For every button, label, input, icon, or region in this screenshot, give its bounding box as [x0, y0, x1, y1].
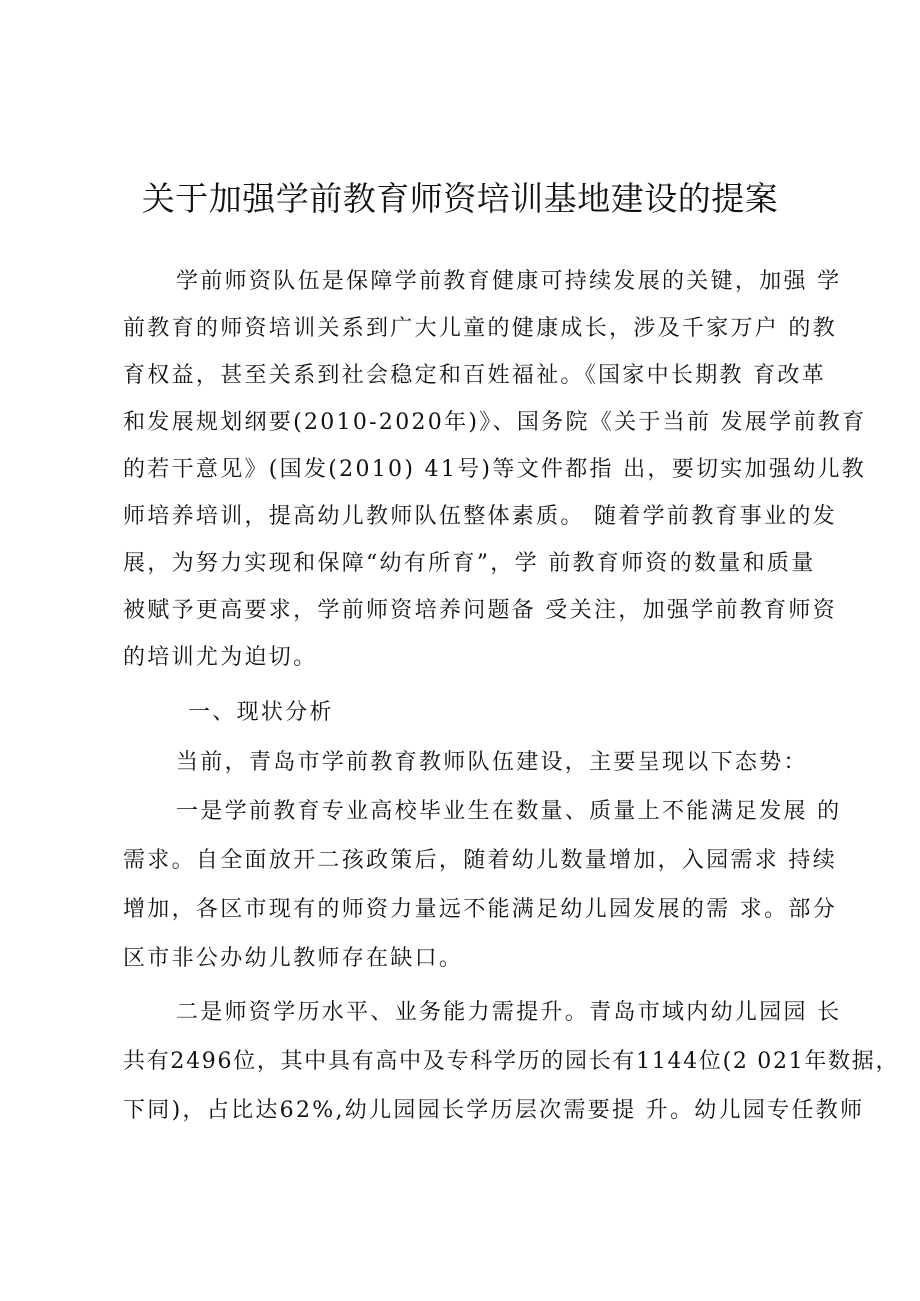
paragraph-line: 的若干意见》(国发(2010) 41号)等文件都指 出，要切实加强幼儿教 [123, 457, 867, 482]
paragraph-line: 展，为努力实现和保障“幼有所育”，学 前教育师资的数量和质量 [123, 551, 816, 576]
paragraph-line: 需求。自全面放开二孩政策后，随着幼儿数量增加，入园需求 持续 [123, 848, 837, 873]
paragraph-line: 学前师资队伍是保障学前教育健康可持续发展的关键，加强 学 [176, 269, 842, 294]
paragraph-line: 区市非公办幼儿教师存在缺口。 [123, 946, 464, 971]
section-heading: 一、现状分析 [188, 700, 334, 725]
paragraph-line: 的培训尤为迫切。 [123, 645, 318, 670]
paragraph-line: 增加，各区市现有的师资力量远不能满足幼儿园发展的需 求。部分 [123, 897, 837, 922]
paragraph-line: 被赋予更高要求，学前师资培养问题备 受关注，加强学前教育师资 [123, 598, 837, 623]
paragraph-line: 师培养培训，提高幼儿教师队伍整体素质。 随着学前教育事业的发 [123, 504, 837, 529]
paragraph-line: 当前，青岛市学前教育教师队伍建设，主要呈现以下态势： [176, 750, 808, 775]
paragraph-line: 育权益，甚至关系到社会稳定和百姓福祉。《国家中长期教 育改革 [123, 363, 826, 388]
paragraph-line: 一是学前教育专业高校毕业生在数量、质量上不能满足发展 的 [176, 799, 842, 824]
paragraph-line: 二是师资学历水平、业务能力需提升。青岛市域内幼儿园园 长 [176, 1000, 842, 1025]
document-title: 关于加强学前教育师资培训基地建设的提案 [141, 179, 779, 218]
paragraph-line: 共有2496位，其中具有高中及专科学历的园长有1144位(2 021年数据， [123, 1049, 900, 1074]
paragraph-line: 下同)，占比达62%,幼儿园园长学历层次需要提 升。幼儿园专任教师 [123, 1098, 865, 1123]
paragraph-line: 前教育的师资培训关系到广大儿童的健康成长，涉及千家万户 的教 [123, 316, 837, 341]
paragraph-line: 和发展规划纲要(2010-2020年)》、国务院《关于当前 发展学前教育 [123, 410, 867, 435]
